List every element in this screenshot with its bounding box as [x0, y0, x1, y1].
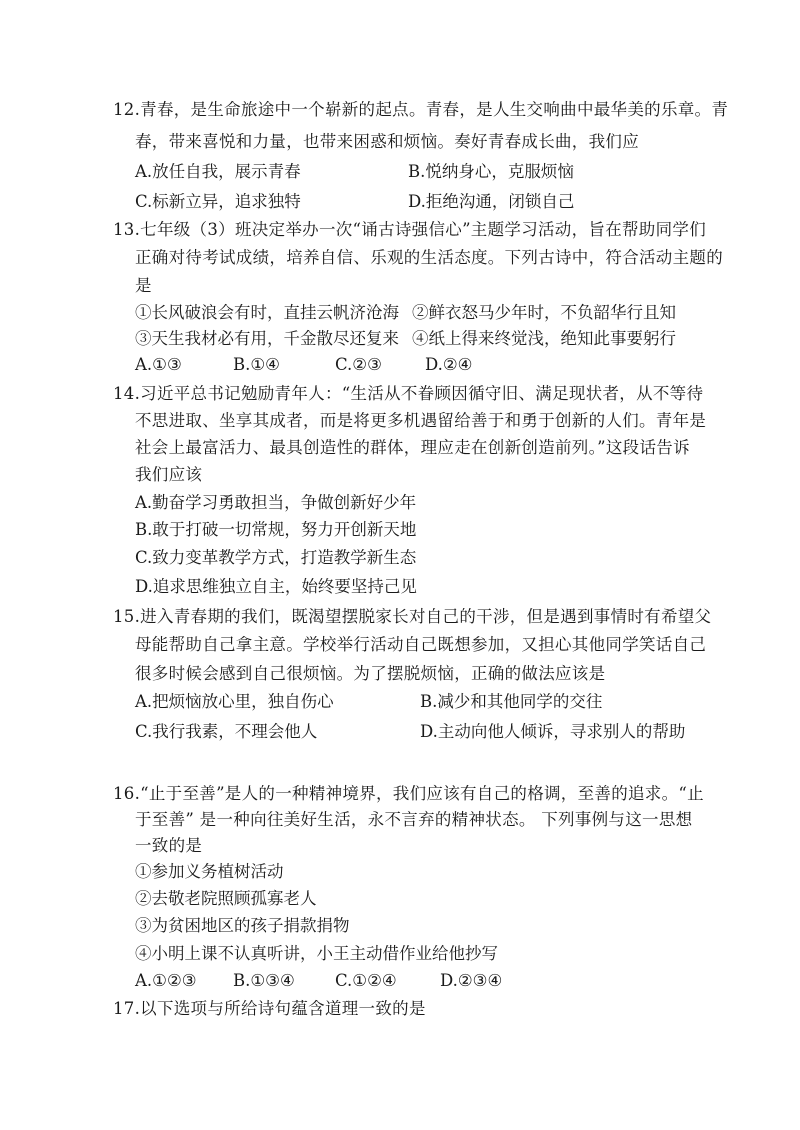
q13-stem-line-1: 13.七年级（3）班决定举办一次“诵古诗强信心”主题学习活动，旨在帮助同学们	[113, 220, 707, 239]
q16-stem-line-3: 一致的是	[135, 836, 203, 855]
q12-stem-line-1: 12.青春，是生命旅途中一个崭新的起点。青春，是人生交响曲中最华美的乐章。青	[113, 100, 729, 119]
q15-option-a: A.把烦恼放心里，独自伤心	[135, 692, 334, 711]
q13-stem-line-2: 正确对待考试成绩，培养自信、乐观的生活态度。下列古诗中，符合活动主题的	[135, 248, 723, 267]
q16-option-c: C.①②④	[335, 971, 397, 990]
q14-option-b: B.敢于打破一切常规，努力开创新天地	[135, 520, 417, 539]
q14-option-d: D.追求思维独立自主，始终要坚持己见	[135, 577, 417, 596]
q13-item-2: ②鲜衣怒马少年时，不负韶华行且知	[412, 303, 676, 322]
q16-option-b: B.①③④	[233, 971, 295, 990]
q14-stem-line-4: 我们应该	[135, 465, 203, 484]
q13-option-b: B.①④	[233, 355, 280, 374]
q17-stem-line-1: 17.以下选项与所给诗句蕴含道理一致的是	[113, 999, 426, 1018]
q16-item-3: ③为贫困地区的孩子捐款捐物	[135, 916, 350, 935]
q13-option-c: C.②③	[335, 355, 382, 374]
q16-item-1: ①参加义务植树活动	[135, 862, 284, 881]
q15-option-c: C.我行我素，不理会他人	[135, 722, 318, 741]
q14-option-a: A.勤奋学习勇敢担当，争做创新好少年	[135, 493, 417, 512]
q16-stem-line-2: 于至善” 是一种向往美好生活，永不言弃的精神状态。 下列事例与这一思想	[135, 810, 693, 829]
q15-option-b: B.减少和其他同学的交往	[420, 692, 603, 711]
q16-item-4: ④小明上课不认真听讲，小王主动借作业给他抄写	[135, 944, 498, 963]
q14-stem-line-3: 社会上最富活力、最具创造性的群体，理应走在创新创造前列。”这段话告诉	[135, 438, 690, 457]
q16-option-a: A.①②③	[135, 971, 197, 990]
q13-item-3: ③天生我材必有用，千金散尽还复来	[135, 329, 399, 348]
q13-option-d: D.②④	[425, 355, 473, 374]
q14-stem-line-1: 14.习近平总书记勉励青年人：“生活从不眷顾因循守旧、满足现状者，从不等待	[113, 384, 704, 403]
q15-stem-line-2: 母能帮助自己拿主意。学校举行活动自己既想参加，又担心其他同学笑话自己	[135, 635, 707, 654]
q12-option-a: A.放任自我，展示青春	[135, 162, 301, 181]
q12-stem-line-2: 春，带来喜悦和力量，也带来困惑和烦恼。奏好青春成长曲，我们应	[135, 132, 639, 151]
q15-stem-line-3: 很多时候会感到自己很烦恼。为了摆脱烦恼，正确的做法应该是	[135, 664, 606, 683]
q12-option-c: C.标新立异，追求独特	[135, 192, 301, 211]
q14-stem-line-2: 不思进取、坐享其成者，而是将更多机遇留给善于和勇于创新的人们。青年是	[135, 411, 707, 430]
q16-stem-line-1: 16.“止于至善”是人的一种精神境界，我们应该有自己的格调，至善的追求。“止	[113, 784, 704, 803]
q13-stem-line-3: 是	[135, 276, 152, 295]
q15-option-d: D.主动向他人倾诉，寻求别人的帮助	[420, 722, 686, 741]
q13-item-1: ①长风破浪会有时，直挂云帆济沧海	[135, 303, 399, 322]
q16-option-d: D.②③④	[440, 971, 503, 990]
q12-option-d: D.拒绝沟通，闭锁自己	[408, 192, 575, 211]
q13-item-4: ④纸上得来终觉浅，绝知此事要躬行	[412, 329, 676, 348]
q16-item-2: ②去敬老院照顾孤寡老人	[135, 889, 317, 908]
q14-option-c: C.致力变革教学方式，打造教学新生态	[135, 548, 417, 567]
q12-option-b: B.悦纳身心，克服烦恼	[408, 162, 574, 181]
q13-option-a: A.①③	[135, 355, 182, 374]
q15-stem-line-1: 15.进入青春期的我们，既渴望摆脱家长对自己的干涉，但是遇到事情时有希望父	[113, 607, 712, 626]
